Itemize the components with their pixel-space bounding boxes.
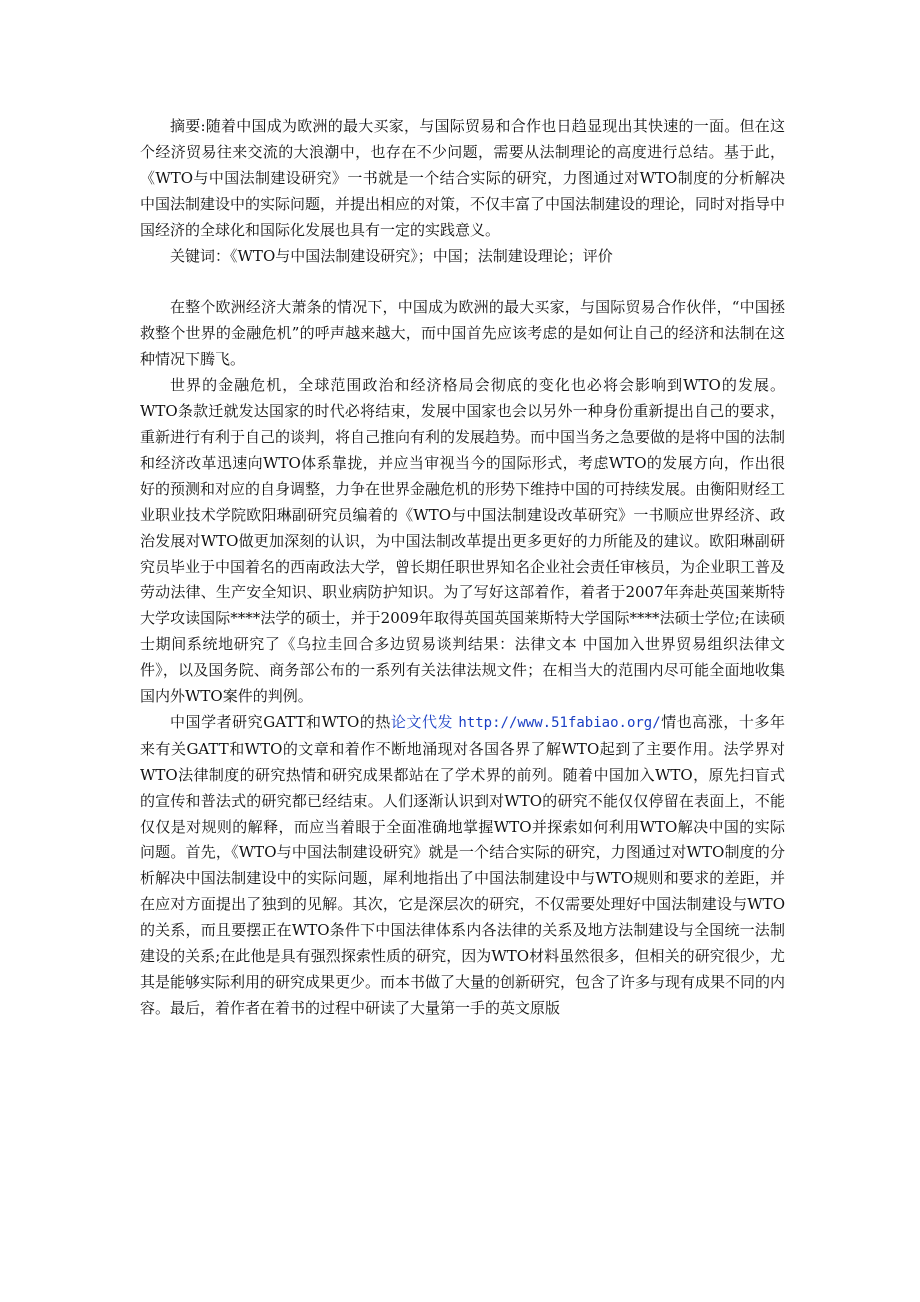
keywords-text: 《WTO与中国法制建设研究》；中国；法制建设理论；评价: [230, 246, 613, 265]
paper-service-link[interactable]: 论文代发: [390, 712, 454, 731]
abstract-label: 摘要:: [170, 117, 206, 135]
paragraph-3-rest: 情也高涨，十多年来有关GATT和WTO的文章和着作不断地涌现对各国各界了解WTO起到了主要作用。法学界对WTO法律制度的研究热情和研究成果都站在了学术界的前列。随着中国加入WTO，原先扫盲式的宣传和普法式的研究都已经结束。人们逐渐认识到对WTO的研究不能仅仅停留在表面上，不能仅仅是对规则的解释，而应当着眼于全面准确地掌握WTO并探索如何利用WTO解决中国的实际问题。首先，《WTO与中国法制建设研究》就是一个结合实际的研究，力图通过对WTO制度的分析解决中国法制建设中的实际问题，犀利地指出了中国法制建设中与WTO规则和要求的差距，并在应对方面提出了独到的见解。其次，它是深层次的研究，不仅需要处理好中国法制建设与WTO的关系，而且要摆正在WTO条件下中国法律体系内各法律的关系及地方法制建设与全国统一法制建设的关系;在此他是具有强烈探索性质的研究，因为WTO材料虽然很多，但相关的研究很少，尤其是能够实际利用的研究成果更少。而本书做了大量的创新研究，包含了许多与现有成果不同的内容。最后，着作者在着书的过程中研读了大量第一手的英文原版: [140, 712, 786, 1017]
document-body: [140, 114, 785, 1022]
paragraph-3-lead: 中国学者研究GATT和WTO的热: [170, 712, 391, 731]
body-paragraph-2: 世界的金融危机，全球范围政治和经济格局会彻底的变化也必将会影响到WTO的发展。WTO条款迁就发达国家的时代必将结束，发展中国家也会以另外一种身份重新提出自己的要求，重新进行有利于自己的谈判，将自己推向有利的发展趋势。而中国当务之急要做的是将中国的法制和经济改革迅速向WTO体系靠拢，并应当审视当今的国际形式，考虑WTO的发展方向，作出很好的预测和对应的自身调整，力争在世界金融危机的形势下维持中国的可持续发展。由衡阳财经工业职业技术学院欧阳琳副研究员编着的《WTO与中国法制建设改革研究》一书顺应世界经济、政治发展对WTO做更加深刻的认识，为中国法制改革提出更多更好的力所能及的建议。欧阳琳副研究员毕业于中国着名的西南政法大学，曾长期任职世界知名企业社会责任审核员，为企业职工普及劳动法律、生产安全知识、职业病防护知识。为了写好这部着作，着者于2007年奔赴英国莱斯特大学攻读国际****法学的硕士，并于2009年取得英国英国莱斯特大学国际****法硕士学位;在读硕士期间系统地研究了《乌拉圭回合多边贸易谈判结果：法律文本 中国加入世界贸易组织法律文件》，以及国务院、商务部公布的一系列有关法律法规文件；在相当大的范围内尽可能全面地收集国内外WTO案件的判例。: [140, 376, 786, 706]
keywords-paragraph: [140, 244, 785, 270]
body-paragraph-1: 在整个欧洲经济大萧条的情况下，中国成为欧洲的最大买家，与国际贸易合作伙伴，“中国拯救整个世界的金融危机”的呼声越来越大，而中国首先应该考虑的是如何让自己的经济和法制在这种情况下腾飞。: [140, 298, 785, 369]
blank-line: [140, 269, 785, 295]
website-url-link[interactable]: http://www.51fabiao.org/: [458, 714, 661, 731]
abstract-text: 随着中国成为欧洲的最大买家，与国际贸易和合作也日趋显现出其快速的一面。但在这个经济贸易往来交流的大浪潮中，也存在不少问题，需要从法制理论的高度进行总结。基于此，《WTO与中国法制建设研究》一书就是一个结合实际的研究，力图通过对WTO制度的分析解决中国法制建设中的实际问题，并提出相应的对策，不仅丰富了中国法制建设的理论，同时对指导中国经济的全球化和国际化发展也具有一定的实践意义。: [140, 117, 786, 239]
body-paragraph-3: [140, 710, 785, 1022]
keywords-label: 关键词：: [170, 246, 231, 265]
abstract-paragraph: [140, 114, 785, 244]
